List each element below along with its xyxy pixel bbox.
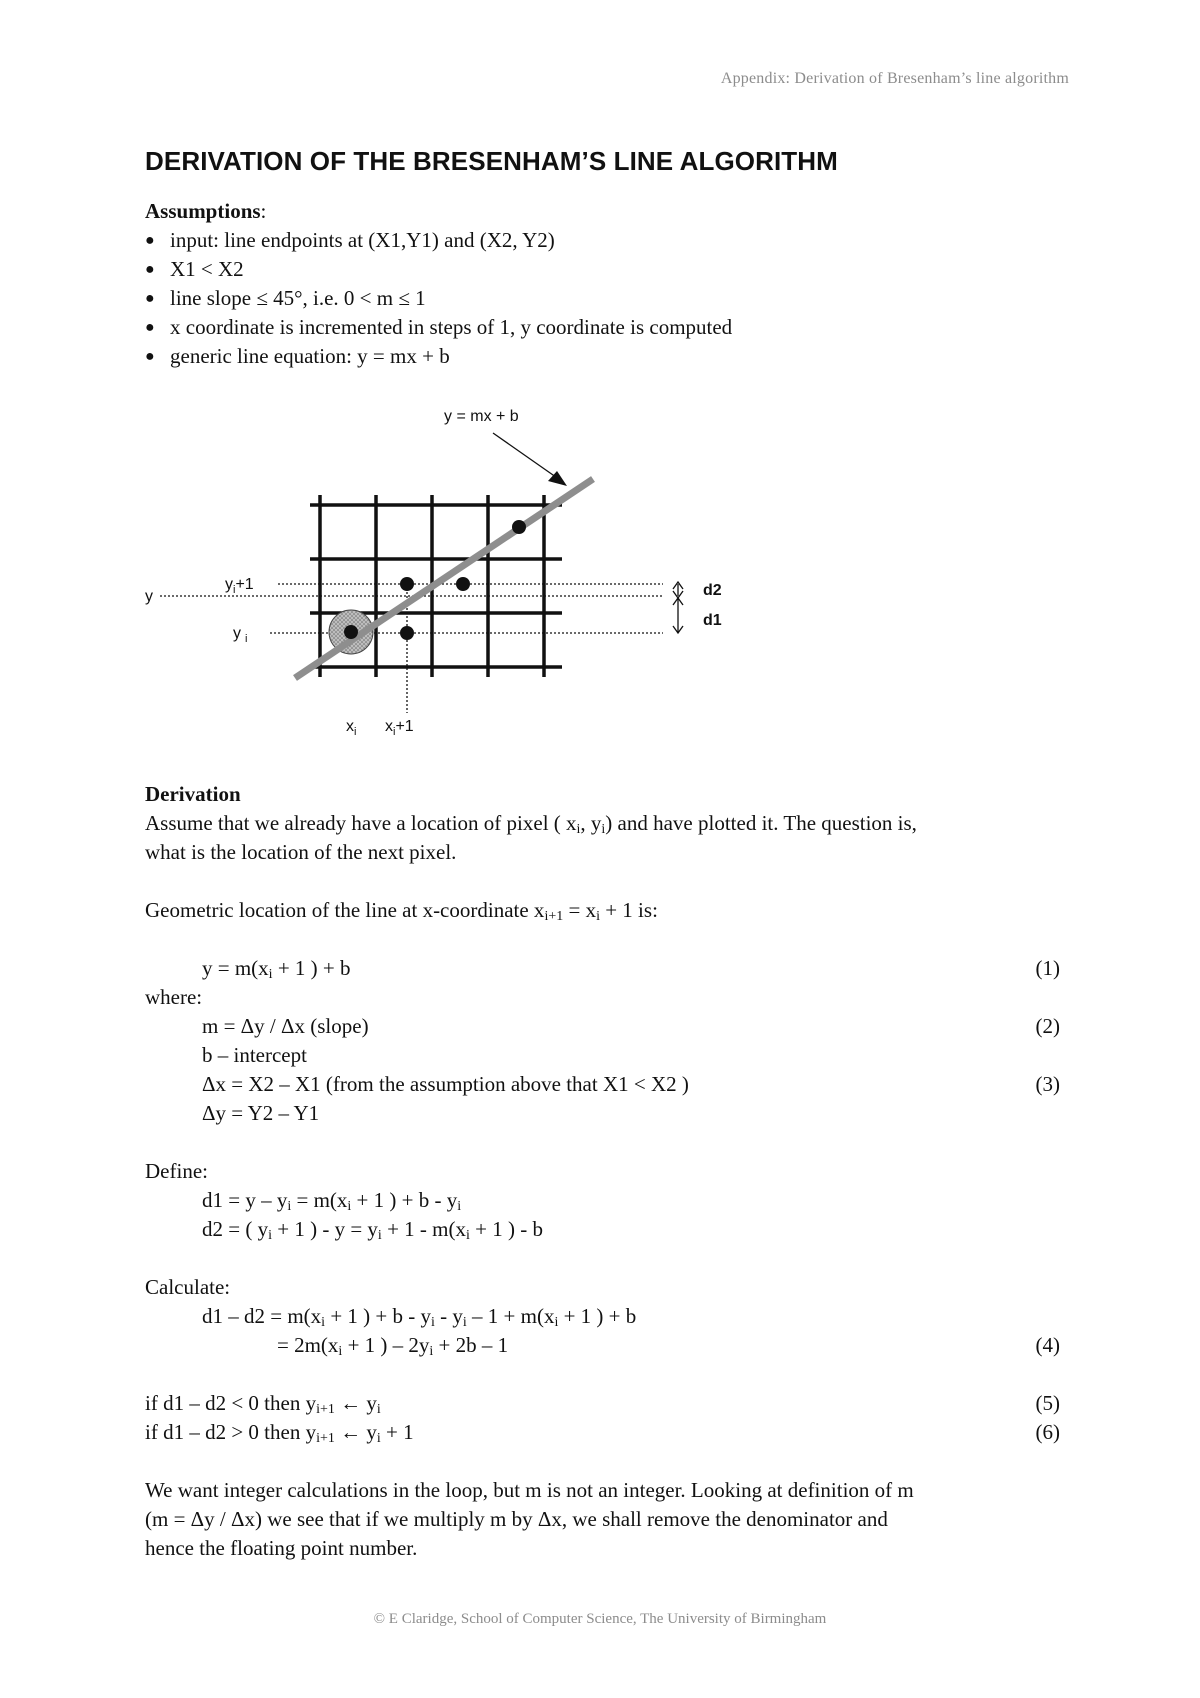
- equation-5: if d1 – d2 < 0 then $y_{i+1}$ ← $y_i$ (5): [145, 1391, 1060, 1417]
- assumptions-list: [145, 226, 1060, 371]
- pixel-dot: [400, 626, 414, 640]
- xi-label: $x_i$: [346, 718, 357, 738]
- calculate-label: Calculate:: [145, 1275, 231, 1299]
- equation-4: = $2m(x_i + 1$ ) – $2y_i + 2b - 1$ (4): [277, 1333, 1060, 1359]
- where-label: where:: [145, 985, 203, 1009]
- line-pointer-arrow: [493, 433, 563, 482]
- running-header: Appendix: Derivation of Bresenham’s line algorithm: [720, 70, 1069, 87]
- define-label: Define:: [145, 1159, 208, 1183]
- intercept-definition: b – intercept: [202, 1043, 307, 1067]
- bullet-icon: ●: [145, 261, 155, 278]
- page-title: DERIVATION OF THE BRESENHAM’S LINE ALGORITHM: [145, 146, 838, 176]
- d2-label: d2: [703, 582, 722, 599]
- list-item: ● generic line equation: y = mx + b: [145, 342, 1060, 371]
- derivation-intro-line-1: Assume that we already have a location of pixel ( $x_i$, $y_i$) and have plotted it. The question is,: [145, 811, 917, 837]
- assumptions-heading: Assumptions:: [145, 199, 267, 223]
- equation-6: if d1 – d2 > 0 then $y_{i+1}$ ← $y_i + 1$ (6): [145, 1420, 1060, 1446]
- diagram-svg: [145, 393, 1060, 768]
- closing-paragraph-line-3: hence the floating point number.: [145, 1536, 418, 1560]
- page-content: [145, 146, 1060, 1563]
- derivation-intro-line-2: what is the location of the next pixel.: [145, 840, 457, 864]
- pixel-dot: [344, 625, 358, 639]
- closing-paragraph-line-2: (m = Δy / Δx) we see that if we multiply m by Δx, we shall remove the denominator and: [145, 1507, 888, 1531]
- line-y-mx-b: [295, 479, 593, 678]
- yi-label: y $_i$: [233, 625, 248, 645]
- equation-number: (5): [1035, 1391, 1060, 1415]
- calculation-line-1: $d1 - d2 = m(x_i + 1$ ) + $b - y_i - y_i - 1 + m(x_i + 1$ ) + b: [202, 1304, 637, 1330]
- list-item: ● x coordinate is incremented in steps of 1, y coordinate is computed: [145, 313, 1060, 342]
- line-equation-label: y = mx + b: [444, 408, 519, 425]
- pixel-dot: [456, 577, 470, 591]
- closing-paragraph-line-1: We want integer calculations in the loop, but m is not an integer. Looking at definition of m: [145, 1478, 914, 1502]
- pixel-dot: [512, 520, 526, 534]
- equation-number: (4): [1035, 1333, 1060, 1357]
- equation-number: (6): [1035, 1420, 1060, 1444]
- list-item: ● line slope ≤ 45°, i.e. 0 < m ≤ 1: [145, 284, 1060, 313]
- bullet-icon: ●: [145, 319, 155, 336]
- bullet-icon: ●: [145, 348, 155, 365]
- xi-plus-1-label: $x_i+1$: [385, 718, 414, 738]
- y-label: y: [145, 588, 153, 605]
- equation-3: Δx = X2 – X1 (from the assumption above that X1 < X2 ) (3): [145, 1070, 1060, 1099]
- yi-plus-1-label: $y_i+1$: [225, 576, 254, 596]
- bresenham-diagram: [145, 393, 1060, 768]
- d2-definition: d2 = ( $y_i + 1$ ) - $y = y_i + 1 - m(x_i + 1$ ) - b: [202, 1217, 543, 1243]
- bullet-icon: ●: [145, 232, 155, 249]
- d1-dimension-arrow: [673, 598, 683, 633]
- equation-number: (1): [1035, 956, 1060, 980]
- delta-y-definition: Δy = Y2 – Y1: [202, 1101, 320, 1125]
- list-item: ● input: line endpoints at (X1,Y1) and (X2, Y2): [145, 226, 1060, 255]
- geometric-location-text: Geometric location of the line at x-coordinate $x_{i+1} = x_i + 1$ is:: [145, 898, 658, 924]
- equation-2: m = Δy / Δx (slope) (2): [145, 1012, 1060, 1041]
- pixel-dot: [400, 577, 414, 591]
- derivation-heading: Derivation: [145, 782, 241, 806]
- bullet-icon: ●: [145, 290, 155, 307]
- equation-1: $y = m(x_i + 1$ ) + b (1): [202, 956, 1060, 982]
- page-footer: © E Claridge, School of Computer Science, The University of Birmingham: [373, 1611, 827, 1627]
- equation-number: (3): [1035, 1072, 1060, 1096]
- equation-number: (2): [1035, 1014, 1060, 1038]
- d1-label: d1: [703, 612, 722, 629]
- d2-dimension-arrow: [673, 582, 683, 598]
- d1-definition: $d1 = y - y_i = m(x_i + 1$ ) + b - $y_i$: [202, 1188, 462, 1214]
- list-item: ● X1 < X2: [145, 255, 1060, 284]
